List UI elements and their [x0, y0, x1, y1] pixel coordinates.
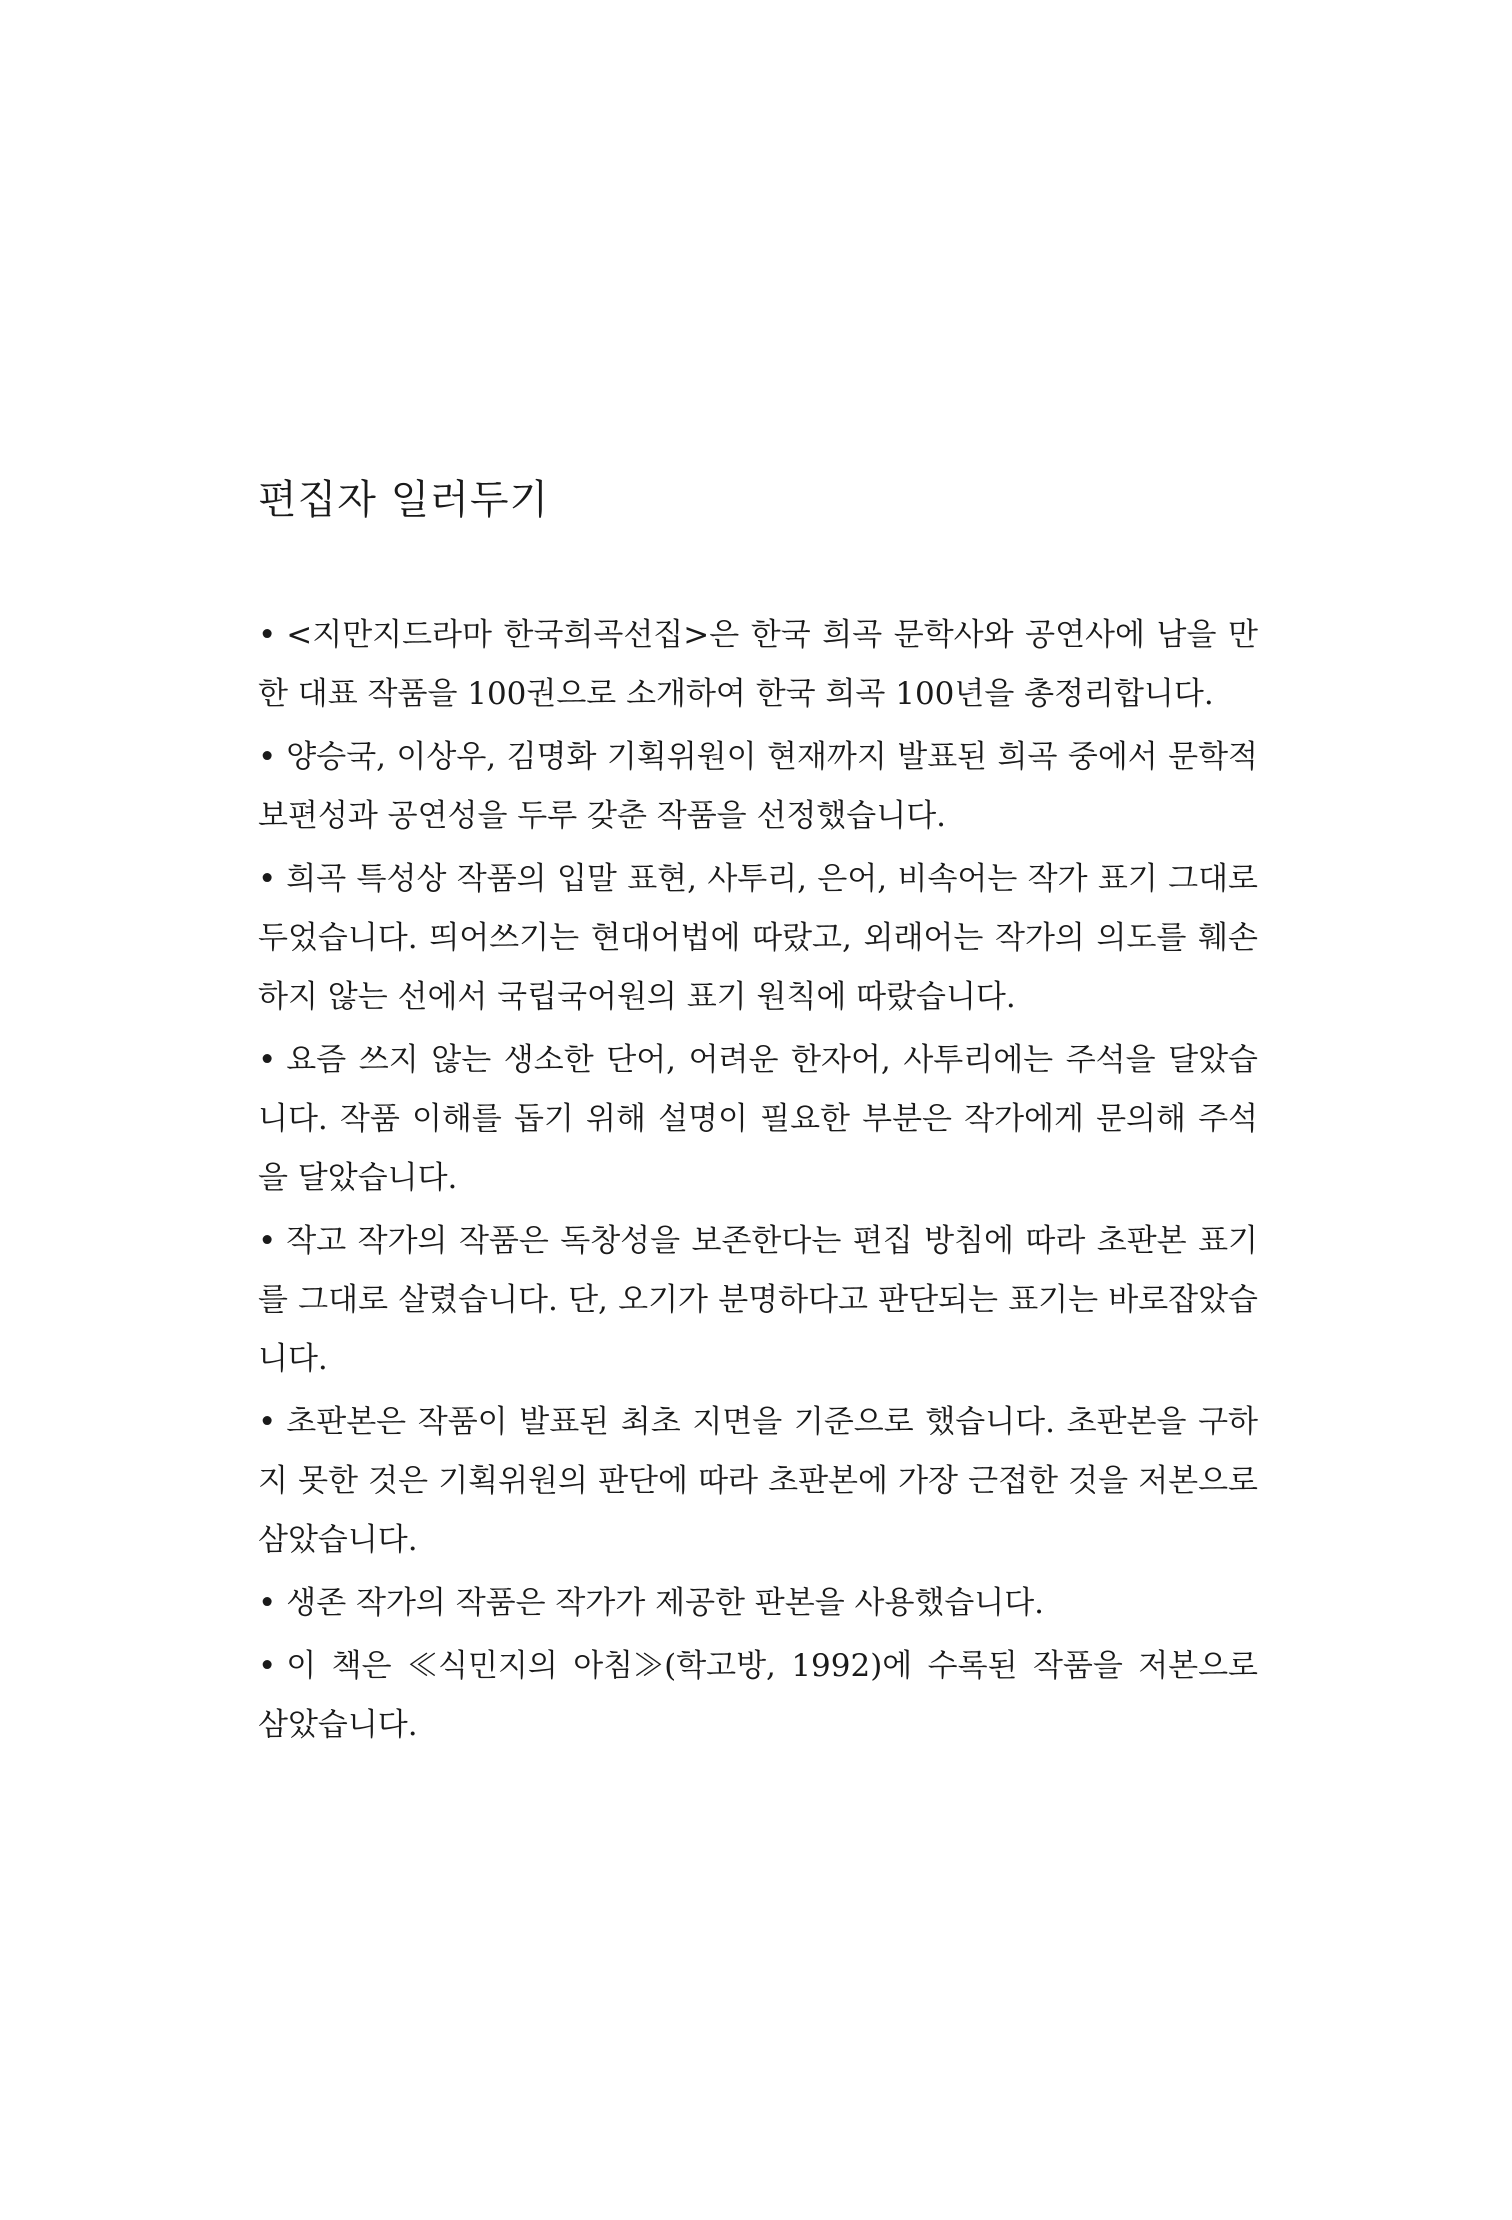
note-item — [258, 1031, 1258, 1208]
note-item — [258, 728, 1258, 846]
note-text: 희곡 특성상 작품의 입말 표현, 사투리, 은어, 비속어는 작가 표기 그대로 두었습니다. 띄어쓰기는 현대어법에 따랐고, 외래어는 작가의 의도를 훼손하지 않는 선에서 국립국어원의 표기 원칙에 따랐습니다. — [258, 861, 1258, 1015]
note-item — [258, 1393, 1258, 1570]
bullet-icon: • — [258, 861, 277, 897]
bullet-icon: • — [258, 739, 277, 775]
notes-list — [258, 606, 1258, 1755]
note-text: 요즘 쓰지 않는 생소한 단어, 어려운 한자어, 사투리에는 주석을 달았습니다. 작품 이해를 돕기 위해 설명이 필요한 부분은 작가에게 문의해 주석을 달았습니다. — [258, 1042, 1258, 1196]
note-text: 양승국, 이상우, 김명화 기획위원이 현재까지 발표된 희곡 중에서 문학적 보편성과 공연성을 두루 갖춘 작품을 선정했습니다. — [258, 739, 1258, 834]
bullet-icon: • — [258, 617, 277, 653]
note-text: 초판본은 작품이 발표된 최초 지면을 기준으로 했습니다. 초판본을 구하지 못한 것은 기획위원의 판단에 따라 초판본에 가장 근접한 것을 저본으로 삼았습니다. — [258, 1404, 1258, 1558]
note-text: 작고 작가의 작품은 독창성을 보존한다는 편집 방침에 따라 초판본 표기를 그대로 살렸습니다. 단, 오기가 분명하다고 판단되는 표기는 바로잡았습니다. — [258, 1223, 1258, 1377]
note-item — [258, 1212, 1258, 1389]
note-item — [258, 850, 1258, 1027]
bullet-icon: • — [258, 1648, 277, 1684]
bullet-icon: • — [258, 1404, 277, 1440]
page-title: 편집자 일러두기 — [258, 477, 550, 523]
note-text: <지만지드라마 한국희곡선집>은 한국 희곡 문학사와 공연사에 남을 만한 대표 작품을 100권으로 소개하여 한국 희곡 100년을 총정리합니다. — [258, 617, 1258, 712]
note-text: 이 책은 ≪식민지의 아침≫(학고방, 1992)에 수록된 작품을 저본으로 삼았습니다. — [258, 1648, 1258, 1743]
note-item — [258, 1574, 1258, 1633]
note-text: 생존 작가의 작품은 작가가 제공한 판본을 사용했습니다. — [286, 1585, 1045, 1621]
bullet-icon: • — [258, 1223, 277, 1259]
note-item — [258, 1637, 1258, 1755]
bullet-icon: • — [258, 1585, 277, 1621]
note-item — [258, 606, 1258, 724]
editor-notes-page — [258, 470, 1258, 1759]
bullet-icon: • — [258, 1042, 277, 1078]
